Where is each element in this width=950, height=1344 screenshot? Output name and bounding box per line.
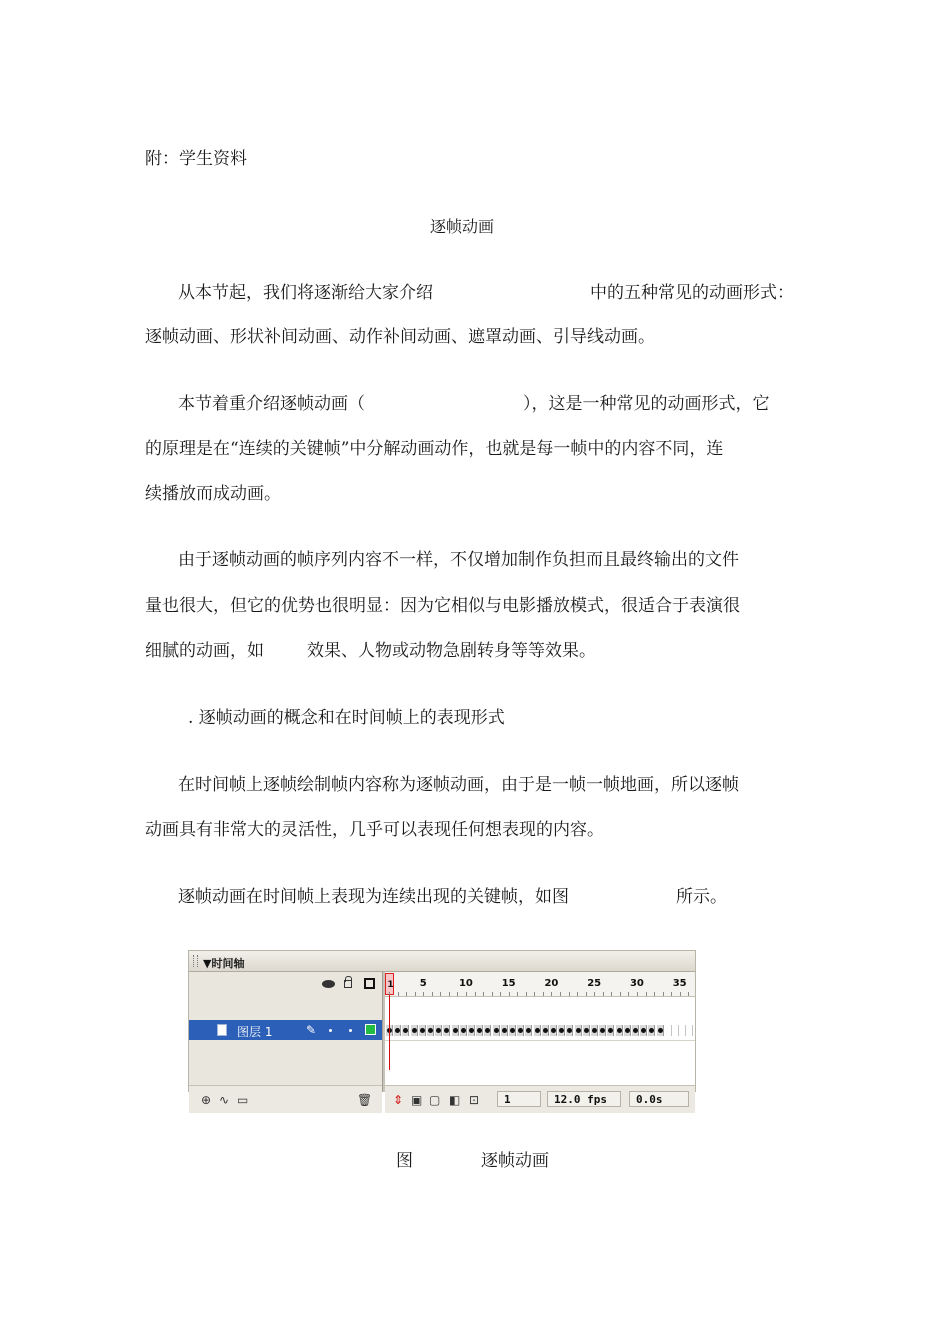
ruler-tick <box>594 992 595 996</box>
center-frame-icon[interactable]: ⇕ <box>393 1093 404 1107</box>
ruler-tick <box>543 992 544 996</box>
keyframe-dot <box>420 1028 425 1033</box>
paragraph-4-line-1: 在时间帧上逐帧绘制帧内容称为逐帧动画，由于是一帧一帧地画，所以逐帧 <box>178 775 739 795</box>
keyframe-dot <box>526 1028 531 1033</box>
keyframe-dot <box>633 1028 638 1033</box>
keyframe-dot <box>608 1028 613 1033</box>
keyframe-dot <box>641 1028 646 1033</box>
keyframe[interactable] <box>657 1025 664 1036</box>
playhead-frame-number: 1 <box>387 980 394 990</box>
ruler-mark-35: 35 <box>672 978 687 989</box>
keyframe-dot <box>567 1028 572 1033</box>
timeline-title-bar[interactable] <box>189 951 695 972</box>
ruler-tick <box>492 992 493 996</box>
keyframe[interactable] <box>534 1025 541 1036</box>
ruler-tick <box>611 992 612 996</box>
paragraph-2-line-1-tail: ），这是一种常见的动画形式，它 <box>523 394 770 414</box>
keyframe-dot <box>518 1028 523 1033</box>
outline-icon[interactable] <box>364 978 375 989</box>
keyframe-dot <box>535 1028 540 1033</box>
keyframe[interactable] <box>476 1025 483 1036</box>
grip-icon[interactable] <box>193 955 198 967</box>
edit-multiple-frames-icon[interactable]: ◧ <box>449 1093 461 1107</box>
timeline-status-bar <box>385 1085 695 1113</box>
keyframe-dot <box>403 1028 408 1033</box>
ruler-tick <box>475 992 476 996</box>
paragraph-3-line-3-tail: 效果、人物或动物急剧转身等等效果。 <box>307 641 596 661</box>
keyframe-dot <box>444 1028 449 1033</box>
paragraph-3-line-1: 由于逐帧动画的帧序列内容不一样，不仅增加制作负担而且最终输出的文件 <box>178 550 739 570</box>
keyframe-dot <box>469 1028 474 1033</box>
ruler-tick <box>457 992 458 996</box>
keyframe-dot <box>510 1028 515 1033</box>
paragraph-3-line-2: 量也很大，但它的优势也很明显：因为它相似与电影播放模式，很适合于表演很 <box>145 596 740 616</box>
keyframe[interactable] <box>542 1025 549 1036</box>
keyframe[interactable] <box>591 1025 598 1036</box>
add-folder-icon[interactable]: ▭ <box>237 1093 249 1107</box>
layer-name: 图层 1 <box>237 1025 273 1039</box>
layers-pane <box>189 972 382 1107</box>
keyframe[interactable] <box>509 1025 516 1036</box>
paragraph-1-line-1-tail: 中的五种常见的动画形式： <box>590 283 794 303</box>
ruler-tick <box>534 992 535 996</box>
paragraph-3-line-3: 细腻的动画，如 <box>145 641 264 661</box>
ruler-tick <box>628 992 629 996</box>
keyframe-dot <box>649 1028 654 1033</box>
ruler-mark-30: 30 <box>629 978 644 989</box>
lock-icon[interactable] <box>344 980 352 988</box>
ruler-mark-15: 15 <box>501 978 516 989</box>
paragraph-1-line-2: 逐帧动画、形状补间动画、动作补间动画、遮罩动画、引导线动画。 <box>145 327 655 347</box>
ruler-tick <box>415 992 416 996</box>
ruler-tick <box>500 992 501 996</box>
keyframe-dot <box>584 1028 589 1033</box>
keyframe-dot <box>600 1028 605 1033</box>
keyframe[interactable] <box>640 1025 647 1036</box>
ruler-tick <box>646 992 647 996</box>
add-guide-layer-icon[interactable]: ∿ <box>219 1093 230 1107</box>
ruler-tick <box>577 992 578 996</box>
ruler-mark-5: 5 <box>419 978 427 989</box>
keyframe-dot <box>592 1028 597 1033</box>
ruler-tick <box>671 992 672 996</box>
keyframe[interactable] <box>575 1025 582 1036</box>
ruler-tick <box>406 992 407 996</box>
paragraph-5: 逐帧动画在时间帧上表现为连续出现的关键帧，如图 <box>178 887 569 907</box>
playhead-line <box>389 995 390 1070</box>
keyframe[interactable] <box>443 1025 450 1036</box>
keyframe[interactable] <box>607 1025 614 1036</box>
keyframe[interactable] <box>558 1025 565 1036</box>
paragraph-2-line-3: 续播放而成动画。 <box>145 484 281 504</box>
keyframe[interactable] <box>460 1025 467 1036</box>
ruler-tick <box>688 992 689 996</box>
paragraph-5-tail: 所示。 <box>676 887 727 907</box>
ruler-tick <box>440 992 441 996</box>
keyframe[interactable] <box>624 1025 631 1036</box>
keyframe[interactable] <box>583 1025 590 1036</box>
ruler-tick <box>432 992 433 996</box>
keyframe[interactable] <box>566 1025 573 1036</box>
keyframe[interactable] <box>550 1025 557 1036</box>
keyframe-dot <box>453 1028 458 1033</box>
ruler-tick <box>526 992 527 996</box>
appendix-label: 附：学生资料 <box>145 149 247 169</box>
ruler-mark-10: 10 <box>458 978 473 989</box>
visibility-dot[interactable] <box>329 1029 332 1032</box>
keyframe-dot <box>551 1028 556 1033</box>
frame-rate-field[interactable]: 12.0 fps <box>547 1091 621 1107</box>
pencil-icon: ✎ <box>306 1023 317 1037</box>
empty-frames[interactable] <box>665 1025 695 1036</box>
ruler-tick <box>560 992 561 996</box>
keyframe-dot <box>543 1028 548 1033</box>
keyframe[interactable] <box>435 1025 442 1036</box>
keyframe[interactable] <box>525 1025 532 1036</box>
trash-icon[interactable]: 🗑 <box>357 1093 373 1107</box>
ruler-tick <box>509 992 510 996</box>
keyframe[interactable] <box>394 1025 401 1036</box>
keyframe-dot <box>461 1028 466 1033</box>
paragraph-2-line-1: 本节着重介绍逐帧动画（ <box>178 394 365 414</box>
keyframe-dot <box>412 1028 417 1033</box>
ruler-tick <box>569 992 570 996</box>
outline-color-icon[interactable] <box>365 1024 376 1035</box>
figure-caption-prefix: 图 <box>396 1151 413 1171</box>
keyframe-dot <box>559 1028 564 1033</box>
modify-markers-icon[interactable]: ⊡ <box>469 1093 480 1107</box>
keyframe-dot <box>485 1028 490 1033</box>
keyframe[interactable] <box>484 1025 491 1036</box>
ruler-mark-25: 25 <box>587 978 602 989</box>
keyframe-dot <box>494 1028 499 1033</box>
keyframe[interactable] <box>501 1025 508 1036</box>
keyframe[interactable] <box>517 1025 524 1036</box>
keyframe-dot <box>502 1028 507 1033</box>
lock-dot[interactable] <box>349 1029 352 1032</box>
keyframe-dot <box>576 1028 581 1033</box>
ruler-mark-20: 20 <box>544 978 559 989</box>
keyframe[interactable] <box>648 1025 655 1036</box>
keyframe[interactable] <box>616 1025 623 1036</box>
keyframe[interactable] <box>411 1025 418 1036</box>
ruler-tick <box>423 992 424 996</box>
keyframe-dot <box>436 1028 441 1033</box>
timeline-panel <box>188 950 696 1107</box>
onion-skin-icon[interactable]: ▣ <box>411 1093 423 1107</box>
keyframe-dot <box>625 1028 630 1033</box>
keyframe-dot <box>617 1028 622 1033</box>
ruler-tick <box>466 992 467 996</box>
keyframe-dot <box>428 1028 433 1033</box>
keyframe[interactable] <box>493 1025 500 1036</box>
keyframe[interactable] <box>599 1025 606 1036</box>
figure-caption: 逐帧动画 <box>481 1151 549 1171</box>
add-layer-icon[interactable]: ⊕ <box>201 1093 212 1107</box>
ruler-tick <box>637 992 638 996</box>
section-heading: . 逐帧动画的概念和在时间帧上的表现形式 <box>188 708 505 728</box>
ruler-tick <box>586 992 587 996</box>
ruler-tick <box>517 992 518 996</box>
layer-tools-bar <box>189 1085 382 1113</box>
current-frame-field: 1 <box>497 1091 541 1107</box>
layer-icon <box>217 1024 227 1036</box>
ruler-tick <box>620 992 621 996</box>
keyframe-dot <box>658 1028 663 1033</box>
eye-icon[interactable] <box>322 980 335 988</box>
ruler-tick <box>449 992 450 996</box>
paragraph-4-line-2: 动画具有非常大的灵活性，几乎可以表现任何想表现的内容。 <box>145 820 604 840</box>
keyframe[interactable] <box>427 1025 434 1036</box>
frame-ruler[interactable] <box>385 972 695 997</box>
paragraph-1-line-1: 从本节起，我们将逐渐给大家介绍 <box>178 283 433 303</box>
ruler-tick <box>551 992 552 996</box>
ruler-tick <box>680 992 681 996</box>
keyframe[interactable] <box>468 1025 475 1036</box>
layer-frames-row[interactable] <box>385 1020 695 1041</box>
ruler-tick <box>663 992 664 996</box>
keyframe[interactable] <box>632 1025 639 1036</box>
ruler-tick <box>654 992 655 996</box>
layer-row[interactable] <box>189 1020 382 1040</box>
elapsed-time-field: 0.0s <box>629 1091 689 1107</box>
document-title: 逐帧动画 <box>430 217 495 236</box>
keyframe[interactable] <box>402 1025 409 1036</box>
keyframe[interactable] <box>419 1025 426 1036</box>
onion-outline-icon[interactable]: ▢ <box>429 1093 441 1107</box>
frames-pane <box>385 972 695 1107</box>
timeline-title[interactable]: ▼时间轴 <box>203 957 245 970</box>
keyframe-dot <box>395 1028 400 1033</box>
ruler-tick <box>398 992 399 996</box>
ruler-tick <box>603 992 604 996</box>
keyframe[interactable] <box>452 1025 459 1036</box>
ruler-tick <box>483 992 484 996</box>
keyframe-dot <box>477 1028 482 1033</box>
paragraph-2-line-2: 的原理是在“连续的关键帧”中分解动画动作，也就是每一帧中的内容不同，连 <box>145 439 724 459</box>
